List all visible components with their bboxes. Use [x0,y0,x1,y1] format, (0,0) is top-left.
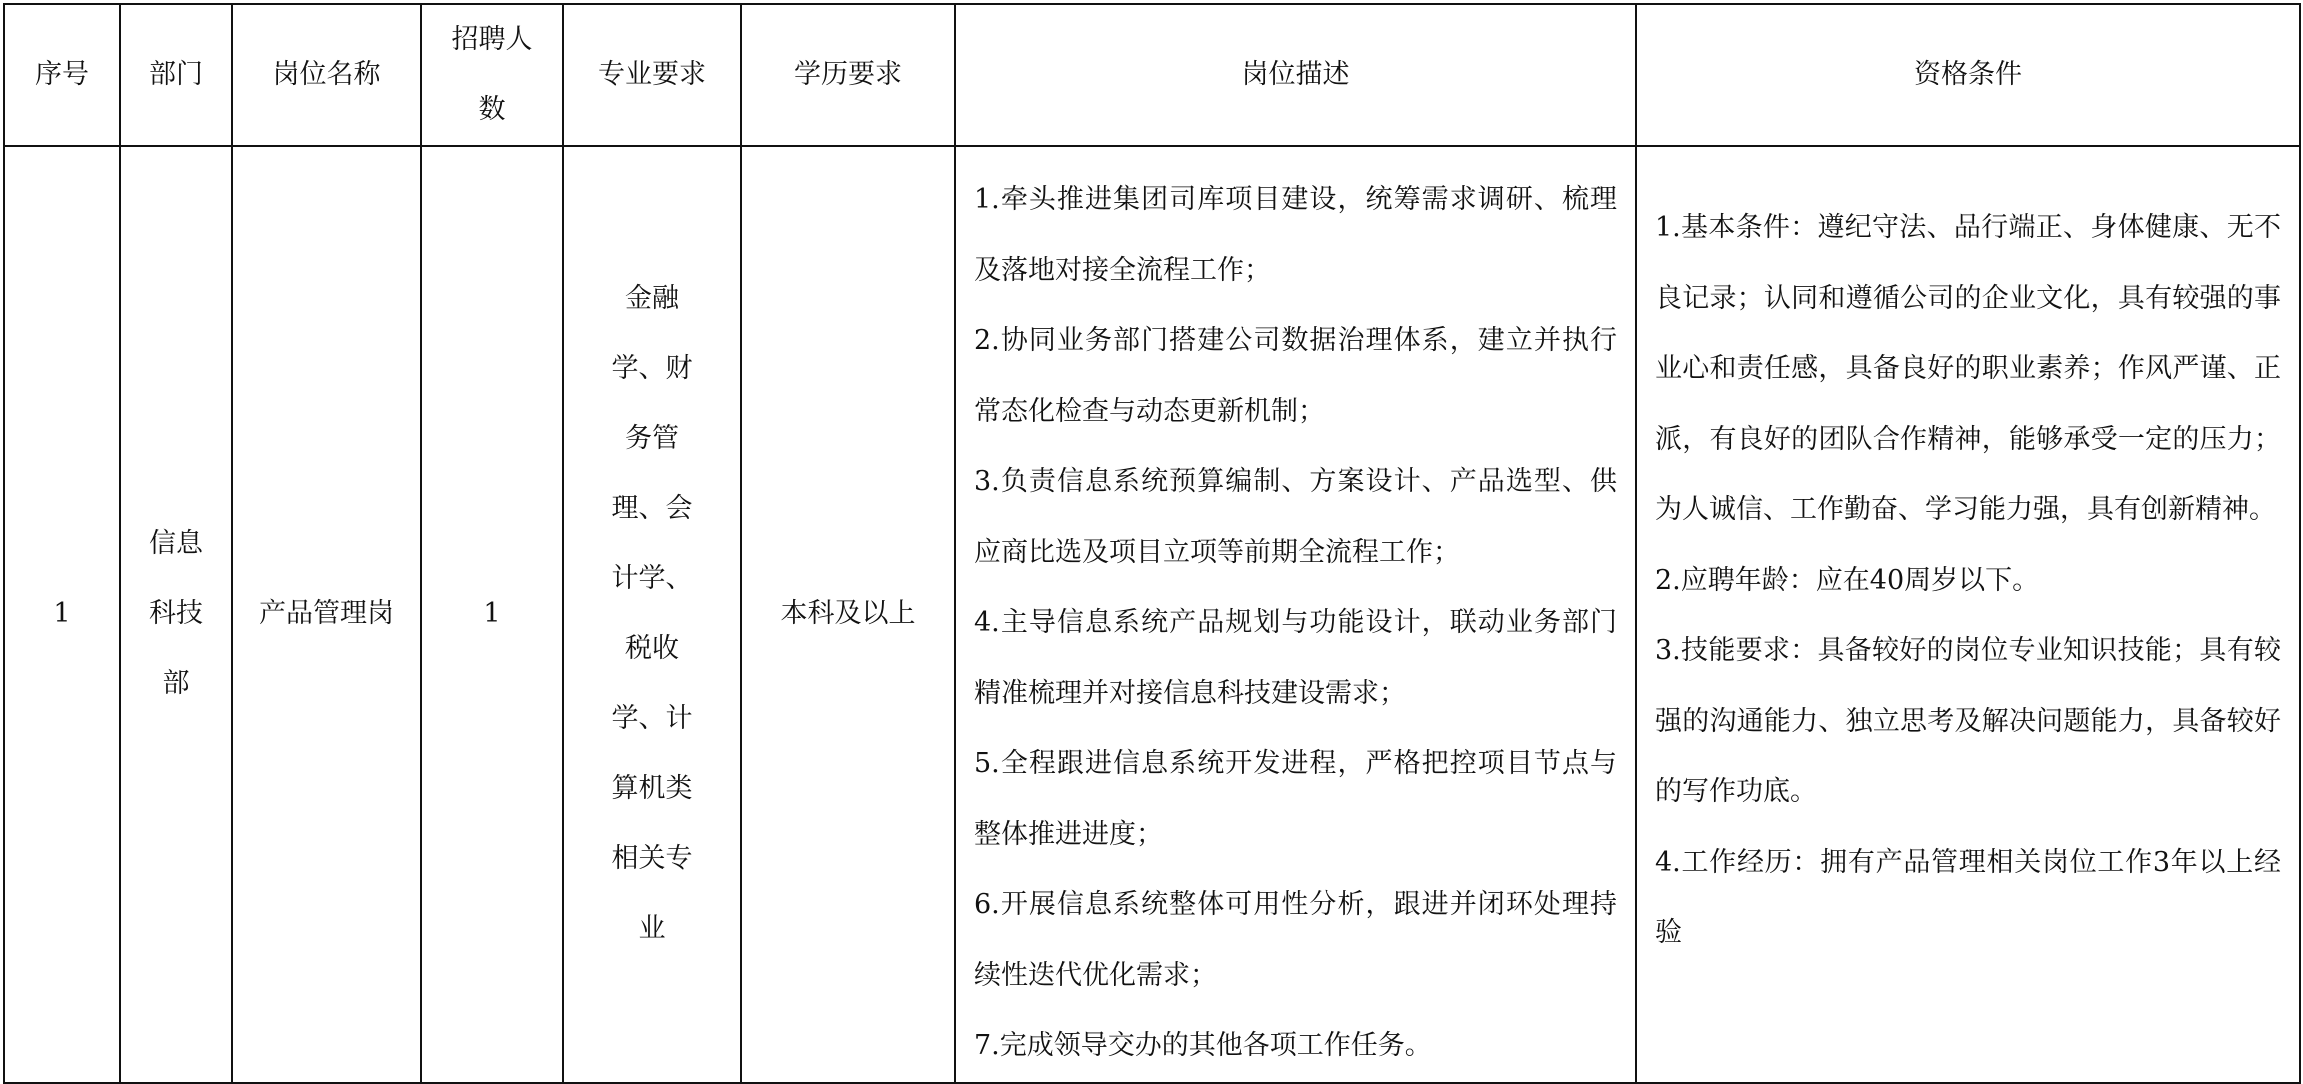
header-row [4,4,2300,146]
header-department: 部门 [120,4,232,146]
cell-education: 本科及以上 [741,146,955,1083]
recruitment-table [3,3,2301,1084]
qualification-item: 3.技能要求：具备较好的岗位专业知识技能；具有较强的沟通能力、独立思考及解决问题能力，具备较好的写作功底。 [1655,635,2281,807]
header-description: 岗位描述 [955,4,1636,146]
qualification-item: 2.应聘年龄：应在40周岁以下。 [1655,564,2040,596]
header-headcount [421,4,563,146]
description-list [956,147,1635,1082]
cell-description [955,146,1636,1083]
department-text: 信息科技部 [149,528,203,700]
cell-headcount: 1 [421,146,563,1083]
description-item: 5.全程跟进信息系统开发进程，严格把控项目节点与整体推进进度； [974,748,1617,850]
description-item: 7.完成领导交办的其他各项工作任务。 [974,1030,1432,1061]
description-item: 4.主导信息系统产品规划与功能设计，联动业务部门精准梳理并对接信息科技建设需求； [974,607,1617,709]
header-education: 学历要求 [741,4,955,146]
cell-department [120,146,232,1083]
major-text: 金融学、财务管理、会计学、税收学、计算机类相关专业 [611,283,693,945]
table-row [4,146,2300,1083]
cell-position: 产品管理岗 [232,146,421,1083]
header-headcount-label: 招聘人数 [451,24,533,125]
description-item: 2.协同业务部门搭建公司数据治理体系，建立并执行常态化检查与动态更新机制； [974,325,1617,427]
header-major: 专业要求 [563,4,741,146]
qualification-list [1637,147,2299,969]
qualification-item: 4.工作经历：拥有产品管理相关岗位工作3年以上经验 [1655,846,2281,948]
header-qualifications: 资格条件 [1636,4,2300,146]
description-item: 1.牵头推进集团司库项目建设，统筹需求调研、梳理及落地对接全流程工作； [974,184,1617,286]
qualification-item: 1.基本条件：遵纪守法、品行端正、身体健康、无不良记录；认同和遵循公司的企业文化，具有较强的事业心和责任感，具备良好的职业素养；作风严谨、正派，有良好的团队合作精神，能够承受一定的压力；为人诚信、工作勤奋、学习能力强，具有创新精神。 [1655,212,2281,525]
header-index: 序号 [4,4,120,146]
description-item: 3.负责信息系统预算编制、方案设计、产品选型、供应商比选及项目立项等前期全流程工作； [974,466,1617,568]
table-body [4,146,2300,1083]
table-header [4,4,2300,146]
header-position: 岗位名称 [232,4,421,146]
cell-qualifications [1636,146,2300,1083]
cell-index: 1 [4,146,120,1083]
description-item: 6.开展信息系统整体可用性分析，跟进并闭环处理持续性迭代优化需求； [974,889,1617,991]
cell-major [563,146,741,1083]
